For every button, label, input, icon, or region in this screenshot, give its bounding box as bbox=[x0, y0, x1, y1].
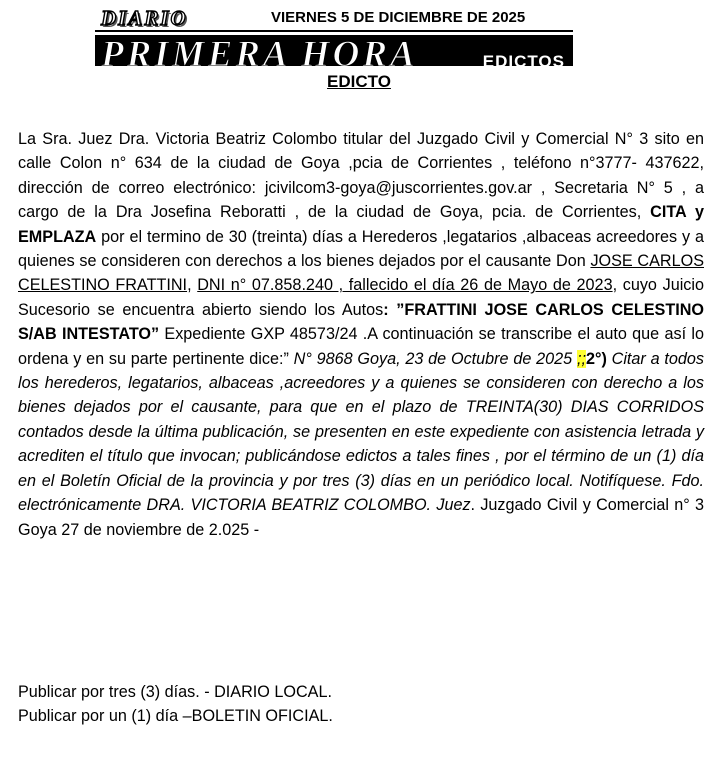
edict-body bbox=[18, 127, 704, 542]
resolution-text: Citar a todos los herederos, legatarios, albaceas ,acreedores y a quienes se consideren con derecho a los bienes dejados por el causante, para que en el plazo de TREINTA(30) DIAS CORRIDOS contados desde la última publicación, se presenten en este expediente con asistencia letrada y acrediten el título que invocan; publicándose edictos a tales fines , por el término de un (1) día en el Boletín Oficial de la provincia y por tres (3) días en un periódico local. Notifíquese. Fdo. electrónicamente DRA. VICTORIA BEATRIZ COLOMBO. Juez bbox=[18, 349, 705, 515]
publish-boletin-line: Publicar por un (1) día –BOLETIN OFICIAL. bbox=[18, 707, 333, 726]
logo-diario: DIARIO bbox=[101, 6, 188, 30]
edict-emphasis: CITA y EMPLAZA bbox=[18, 203, 704, 246]
masthead-rule bbox=[95, 30, 573, 32]
edict-text: Expediente GXP 48573/24 .A continuación se transcribe el auto que así lo ordena y en su parte pertinente dice:” bbox=[18, 325, 704, 368]
publication-footer bbox=[18, 680, 704, 729]
highlight-mark: ;; bbox=[576, 349, 586, 368]
edict-text: por el termino de 30 (treinta) días a Herederos ,legatarios ,albaceas acreedores y a quienes se consideren con derechos a los bienes dejados por el causante Don bbox=[18, 227, 704, 271]
edict-text: . Juzgado Civil y Comercial n° 3 Goya 27 de noviembre de 2.025 - bbox=[18, 496, 704, 539]
edict-text: , cuyo Juicio Sucesorio se encuentra abierto siendo los Autos bbox=[18, 276, 704, 319]
resolution-item: 2°) bbox=[585, 349, 607, 368]
resolution-text: N° 9868 Goya, 23 de Octubre de 2025 bbox=[288, 349, 577, 368]
causante-dni: DNI n° 07.858.240 , fallecido el día 26 de Mayo de 2023 bbox=[197, 276, 613, 295]
causante-name: JOSE CARLOS CELESTINO FRATTINI bbox=[18, 252, 704, 295]
edict-text: La Sra. Juez Dra. Victoria Beatriz Colombo titular del Juzgado Civil y Comercial N° 3 sito en calle Colon n° 634 de la ciudad de Goya ,pcia de Corrientes , teléfono n°3777- 437622, dirección de correo electrónico: jcivilcom3-goya@juscorrientes.gov.ar , Secretaria N° 5 , a cargo de la Dra Josefina Reboratti , de la ciudad de Goya, pcia. de Corrientes, bbox=[18, 130, 704, 222]
edict-paragraph bbox=[18, 127, 704, 542]
logo-primera-hora: PRIMERA HORA bbox=[101, 35, 418, 66]
page-title: EDICTO bbox=[327, 72, 391, 91]
publish-local-line: Publicar por tres (3) días. - DIARIO LOCAL. bbox=[18, 683, 332, 701]
section-label: EDICTOS bbox=[482, 52, 565, 66]
masthead bbox=[95, 4, 573, 66]
edict-text: , bbox=[187, 276, 198, 295]
issue-date: VIERNES 5 DE DICIEMBRE DE 2025 bbox=[271, 9, 526, 26]
logo-band bbox=[95, 35, 573, 66]
case-title: : ”FRATTINI JOSE CARLOS CELESTINO S/AB INTESTATO” bbox=[18, 300, 705, 344]
